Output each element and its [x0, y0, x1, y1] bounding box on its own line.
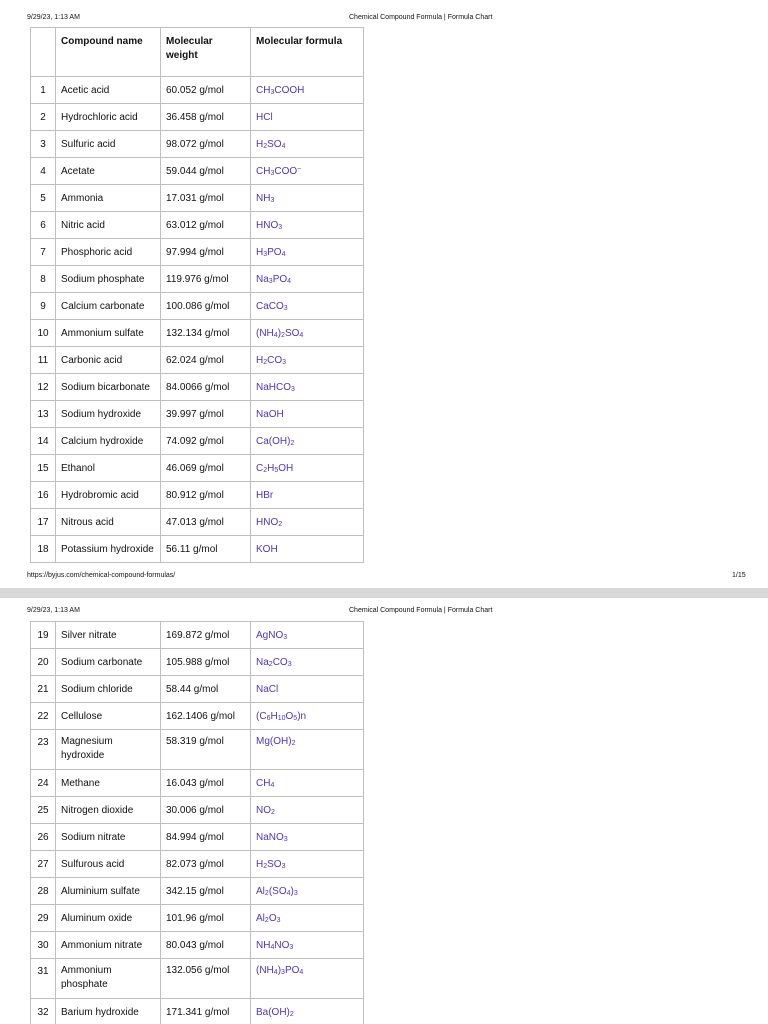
molecular-formula-link[interactable]: KOH	[251, 536, 364, 563]
row-number: 5	[31, 185, 56, 212]
table-row	[31, 703, 364, 730]
compound-name: Ammonium nitrate	[56, 932, 161, 959]
molecular-weight: 100.086 g/mol	[161, 293, 251, 320]
compound-name: Potassium hydroxide	[56, 536, 161, 563]
compound-name: Methane	[56, 770, 161, 797]
molecular-formula-link[interactable]: $CH_3COO^-$	[251, 158, 364, 185]
compound-name: Ethanol	[56, 455, 161, 482]
molecular-formula-link[interactable]: $CH_4$	[251, 770, 364, 797]
table-row	[31, 77, 364, 104]
compound-name: Silver nitrate	[56, 622, 161, 649]
compound-name: Sulfurous acid	[56, 851, 161, 878]
row-number: 8	[31, 266, 56, 293]
molecular-weight: 62.024 g/mol	[161, 347, 251, 374]
column-header-formula: Molecular formula	[251, 28, 364, 77]
molecular-weight: 97.994 g/mol	[161, 239, 251, 266]
molecular-formula-link[interactable]: $CH_3COOH$	[251, 77, 364, 104]
row-number: 21	[31, 676, 56, 703]
molecular-formula-link[interactable]: CaCO$_3$	[251, 293, 364, 320]
molecular-formula-link[interactable]: $HNO_2$	[251, 509, 364, 536]
molecular-weight: 101.96 g/mol	[161, 905, 251, 932]
molecular-formula-link[interactable]: $Al_2O_3$	[251, 905, 364, 932]
table-row	[31, 649, 364, 676]
table-row	[31, 730, 364, 770]
compound-table	[30, 27, 364, 563]
molecular-formula-link[interactable]: $Ca(OH)_2$	[251, 428, 364, 455]
row-number: 6	[31, 212, 56, 239]
row-number: 25	[31, 797, 56, 824]
row-number: 1	[31, 77, 56, 104]
row-number: 10	[31, 320, 56, 347]
table-row	[31, 212, 364, 239]
molecular-weight: 56.11 g/mol	[161, 536, 251, 563]
molecular-formula-link[interactable]: NaNO$_3$	[251, 824, 364, 851]
row-number: 22	[31, 703, 56, 730]
molecular-weight: 105.988 g/mol	[161, 649, 251, 676]
molecular-formula-link[interactable]: $H_2SO_4$	[251, 131, 364, 158]
table-row	[31, 266, 364, 293]
table-row	[31, 824, 364, 851]
page-number: 1/15	[732, 572, 746, 579]
compound-name: Carbonic acid	[56, 347, 161, 374]
row-number: 12	[31, 374, 56, 401]
molecular-weight: 59.044 g/mol	[161, 158, 251, 185]
row-number: 16	[31, 482, 56, 509]
molecular-formula-link[interactable]: $H_3PO_4$	[251, 239, 364, 266]
row-number: 15	[31, 455, 56, 482]
table-row	[31, 851, 364, 878]
row-number: 7	[31, 239, 56, 266]
molecular-weight: 169.872 g/mol	[161, 622, 251, 649]
molecular-weight: 60.052 g/mol	[161, 77, 251, 104]
compound-name: Cellulose	[56, 703, 161, 730]
table-row	[31, 239, 364, 266]
column-header-name: Compound name	[56, 28, 161, 77]
compound-name: Aluminum oxide	[56, 905, 161, 932]
compound-name: Sodium phosphate	[56, 266, 161, 293]
row-number: 18	[31, 536, 56, 563]
table-row	[31, 878, 364, 905]
molecular-weight: 80.912 g/mol	[161, 482, 251, 509]
compound-name: Sodium chloride	[56, 676, 161, 703]
compound-name: Ammonia	[56, 185, 161, 212]
row-number: 13	[31, 401, 56, 428]
row-number: 17	[31, 509, 56, 536]
molecular-formula-link[interactable]: $H_2SO_3$	[251, 851, 364, 878]
compound-name: Acetate	[56, 158, 161, 185]
molecular-formula-link[interactable]: $NO_2$	[251, 797, 364, 824]
compound-name: Sodium hydroxide	[56, 401, 161, 428]
row-number: 27	[31, 851, 56, 878]
row-number: 19	[31, 622, 56, 649]
compound-name: Nitrogen dioxide	[56, 797, 161, 824]
molecular-formula-link[interactable]: $Al_2(SO_4)_3$	[251, 878, 364, 905]
table-row	[31, 797, 364, 824]
compound-name: Phosphoric acid	[56, 239, 161, 266]
compound-name: Sodium carbonate	[56, 649, 161, 676]
molecular-formula-link[interactable]: $C_2H_5OH$	[251, 455, 364, 482]
source-url[interactable]: https://byjus.com/chemical-compound-formulas/	[27, 572, 176, 579]
table-row	[31, 401, 364, 428]
molecular-weight: 132.056 g/mol	[161, 959, 251, 999]
table-row	[31, 932, 364, 959]
row-number: 32	[31, 999, 56, 1024]
molecular-formula-link[interactable]: $HNO_3$	[251, 212, 364, 239]
compound-name: Ammonium sulfate	[56, 320, 161, 347]
compound-name: Aluminium sulfate	[56, 878, 161, 905]
molecular-formula-link[interactable]: HBr	[251, 482, 364, 509]
table-row	[31, 676, 364, 703]
row-number: 20	[31, 649, 56, 676]
table-row	[31, 622, 364, 649]
molecular-formula-link[interactable]: NaCl	[251, 676, 364, 703]
molecular-weight: 36.458 g/mol	[161, 104, 251, 131]
row-number: 28	[31, 878, 56, 905]
document-title: Chemical Compound Formula | Formula Chart	[349, 14, 493, 21]
molecular-weight: 82.073 g/mol	[161, 851, 251, 878]
table-row	[31, 482, 364, 509]
molecular-formula-link[interactable]: $NH_4NO_3$	[251, 932, 364, 959]
molecular-weight: 119.976 g/mol	[161, 266, 251, 293]
compound-name: Nitric acid	[56, 212, 161, 239]
table-row	[31, 536, 364, 563]
molecular-weight: 74.092 g/mol	[161, 428, 251, 455]
row-number: 30	[31, 932, 56, 959]
row-number: 2	[31, 104, 56, 131]
row-number: 26	[31, 824, 56, 851]
molecular-weight: 47.013 g/mol	[161, 509, 251, 536]
molecular-weight: 46.069 g/mol	[161, 455, 251, 482]
table-row	[31, 905, 364, 932]
molecular-weight: 132.134 g/mol	[161, 320, 251, 347]
compound-name: Hydrochloric acid	[56, 104, 161, 131]
molecular-weight: 58.319 g/mol	[161, 730, 251, 770]
row-number: 14	[31, 428, 56, 455]
row-number: 24	[31, 770, 56, 797]
molecular-formula-link[interactable]: $Ba(OH)_2$	[251, 999, 364, 1024]
table-row	[31, 104, 364, 131]
row-number: 31	[31, 959, 56, 999]
compound-name: Calcium hydroxide	[56, 428, 161, 455]
compound-name: Sodium bicarbonate	[56, 374, 161, 401]
compound-name: Hydrobromic acid	[56, 482, 161, 509]
molecular-formula-link[interactable]: $(NH_4)_3PO_4$	[251, 959, 364, 999]
molecular-formula-link[interactable]: NaHCO$_3$	[251, 374, 364, 401]
column-header-weight: Molecular weight	[161, 28, 251, 77]
molecular-formula-link[interactable]: $H_2CO_3$	[251, 347, 364, 374]
document-title: Chemical Compound Formula | Formula Chart	[349, 607, 493, 614]
compound-name: Calcium carbonate	[56, 293, 161, 320]
table-row	[31, 509, 364, 536]
compound-name: Acetic acid	[56, 77, 161, 104]
molecular-weight: 63.012 g/mol	[161, 212, 251, 239]
table-row	[31, 959, 364, 999]
molecular-formula-link[interactable]: $Na_3PO_4$	[251, 266, 364, 293]
molecular-formula-link[interactable]: HCl	[251, 104, 364, 131]
molecular-weight: 342.15 g/mol	[161, 878, 251, 905]
row-number: 9	[31, 293, 56, 320]
table-row	[31, 428, 364, 455]
molecular-weight: 162.1406 g/mol	[161, 703, 251, 730]
table-row	[31, 293, 364, 320]
molecular-weight: 16.043 g/mol	[161, 770, 251, 797]
compound-name: Sulfuric acid	[56, 131, 161, 158]
table-row	[31, 185, 364, 212]
molecular-weight: 84.0066 g/mol	[161, 374, 251, 401]
compound-name: Sodium nitrate	[56, 824, 161, 851]
table-row	[31, 131, 364, 158]
molecular-formula-link[interactable]: $Mg(OH)_2$	[251, 730, 364, 770]
row-number: 23	[31, 730, 56, 770]
molecular-weight: 80.043 g/mol	[161, 932, 251, 959]
molecular-formula-link[interactable]: $(C_6H_{10}O_5)n$	[251, 703, 364, 730]
table-row	[31, 320, 364, 347]
row-number: 11	[31, 347, 56, 374]
molecular-weight: 98.072 g/mol	[161, 131, 251, 158]
compound-name: Nitrous acid	[56, 509, 161, 536]
compound-name: Barium hydroxide	[56, 999, 161, 1024]
molecular-weight: 58.44 g/mol	[161, 676, 251, 703]
table-row	[31, 770, 364, 797]
row-number: 29	[31, 905, 56, 932]
compound-name: Ammonium phosphate	[56, 959, 161, 999]
molecular-formula-link[interactable]: AgNO$_3$	[251, 622, 364, 649]
molecular-formula-link[interactable]: $NH_3$	[251, 185, 364, 212]
print-date: 9/29/23, 1:13 AM	[27, 14, 80, 21]
molecular-weight: 171.341 g/mol	[161, 999, 251, 1024]
molecular-weight: 39.997 g/mol	[161, 401, 251, 428]
table-row	[31, 999, 364, 1024]
column-header-number	[31, 28, 56, 77]
table-row	[31, 374, 364, 401]
molecular-weight: 84.994 g/mol	[161, 824, 251, 851]
molecular-weight: 17.031 g/mol	[161, 185, 251, 212]
table-row	[31, 158, 364, 185]
compound-table-continued	[30, 621, 364, 1024]
table-header-row	[31, 28, 364, 77]
molecular-formula-link[interactable]: NaOH	[251, 401, 364, 428]
row-number: 3	[31, 131, 56, 158]
molecular-formula-link[interactable]: $Na_2CO_3$	[251, 649, 364, 676]
pdf-page-2	[0, 598, 768, 1024]
table-row	[31, 455, 364, 482]
table-row	[31, 347, 364, 374]
compound-name: Magnesium hydroxide	[56, 730, 161, 770]
molecular-formula-link[interactable]: $(NH_4)_2SO_4$	[251, 320, 364, 347]
molecular-weight: 30.006 g/mol	[161, 797, 251, 824]
print-date: 9/29/23, 1:13 AM	[27, 607, 80, 614]
row-number: 4	[31, 158, 56, 185]
